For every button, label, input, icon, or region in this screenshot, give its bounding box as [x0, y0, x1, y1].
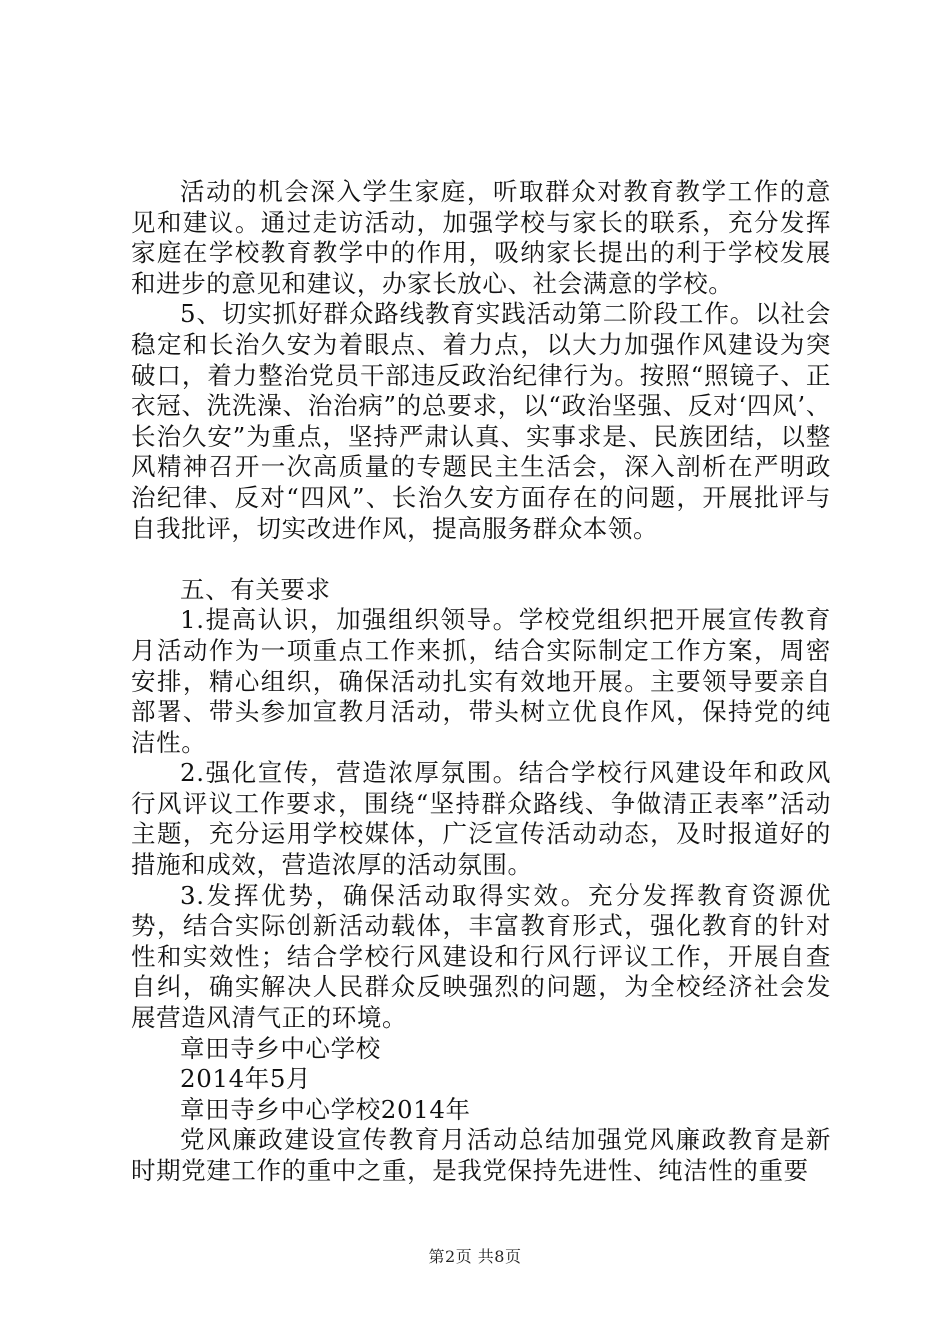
next-title-line: 章田寺乡中心学校2014年	[180, 1094, 471, 1124]
requirement-item: 3.发挥优势，确保活动取得实效。充分发挥教育资源优势，结合实际创新活动载体，丰富教育形式，强化教育的针对性和实效性；结合学校行风建设和行风行评议工作，开展自查自纠，确实解决人民群众反映强烈的问题，为全校经济社会发展营造风清气正的环境。	[131, 880, 831, 1033]
section-heading: 五、有关要求	[180, 574, 331, 604]
next-paragraph: 党风廉政建设宣传教育月活动总结加强党风廉政教育是新时期党建工作的重中之重，是我党保持先进性、纯洁性的重要	[131, 1125, 831, 1185]
requirement-item: 1.提高认识，加强组织领导。学校党组织把开展宣传教育月活动作为一项重点工作来抓，结合实际制定工作方案，周密安排，精心组织，确保活动扎实有效地开展。主要领导要亲自部署、带头参加宣教月活动，带头树立优良作风，保持党的纯洁性。	[131, 605, 831, 757]
body-paragraph: 5、切实抓好群众路线教育实践活动第二阶段工作。以社会稳定和长治久安为着眼点、着力点，以大力加强作风建设为突破口，着力整治党员干部违反政治纪律行为。按照“照镜子、正衣冠、洗洗澡、治治病”的总要求，以“政治坚强、反对‘四风’、长治久安”为重点，坚持严肃认真、实事求是、民族团结，以整风精神召开一次高质量的专题民主生活会，深入剖析在严明政治纪律、反对“四风”、长治久安方面存在的问题，开展批评与自我批评，切实改进作风，提高服务群众本领。	[131, 299, 831, 543]
body-paragraph: 活动的机会深入学生家庭，听取群众对教育教学工作的意见和建议。通过走访活动，加强学校与家长的联系，充分发挥家庭在学校教育教学中的作用，吸纳家长提出的利于学校发展和进步的意见和建议，办家长放心、社会满意的学校。	[131, 177, 831, 298]
signature-date: 2014年5月	[180, 1064, 312, 1094]
page-number: 第2页 共8页	[428, 1247, 522, 1266]
requirement-item: 2.强化宣传，营造浓厚氛围。结合学校行风建设年和政风行风评议工作要求，围绕“坚持群众路线、争做清正表率”活动主题，充分运用学校媒体，广泛宣传活动动态，及时报道好的措施和成效，营造浓厚的活动氛围。	[131, 758, 831, 880]
document-body	[131, 177, 831, 1187]
paragraph-gap	[131, 544, 831, 575]
signature-org: 章田寺乡中心学校	[180, 1033, 381, 1063]
